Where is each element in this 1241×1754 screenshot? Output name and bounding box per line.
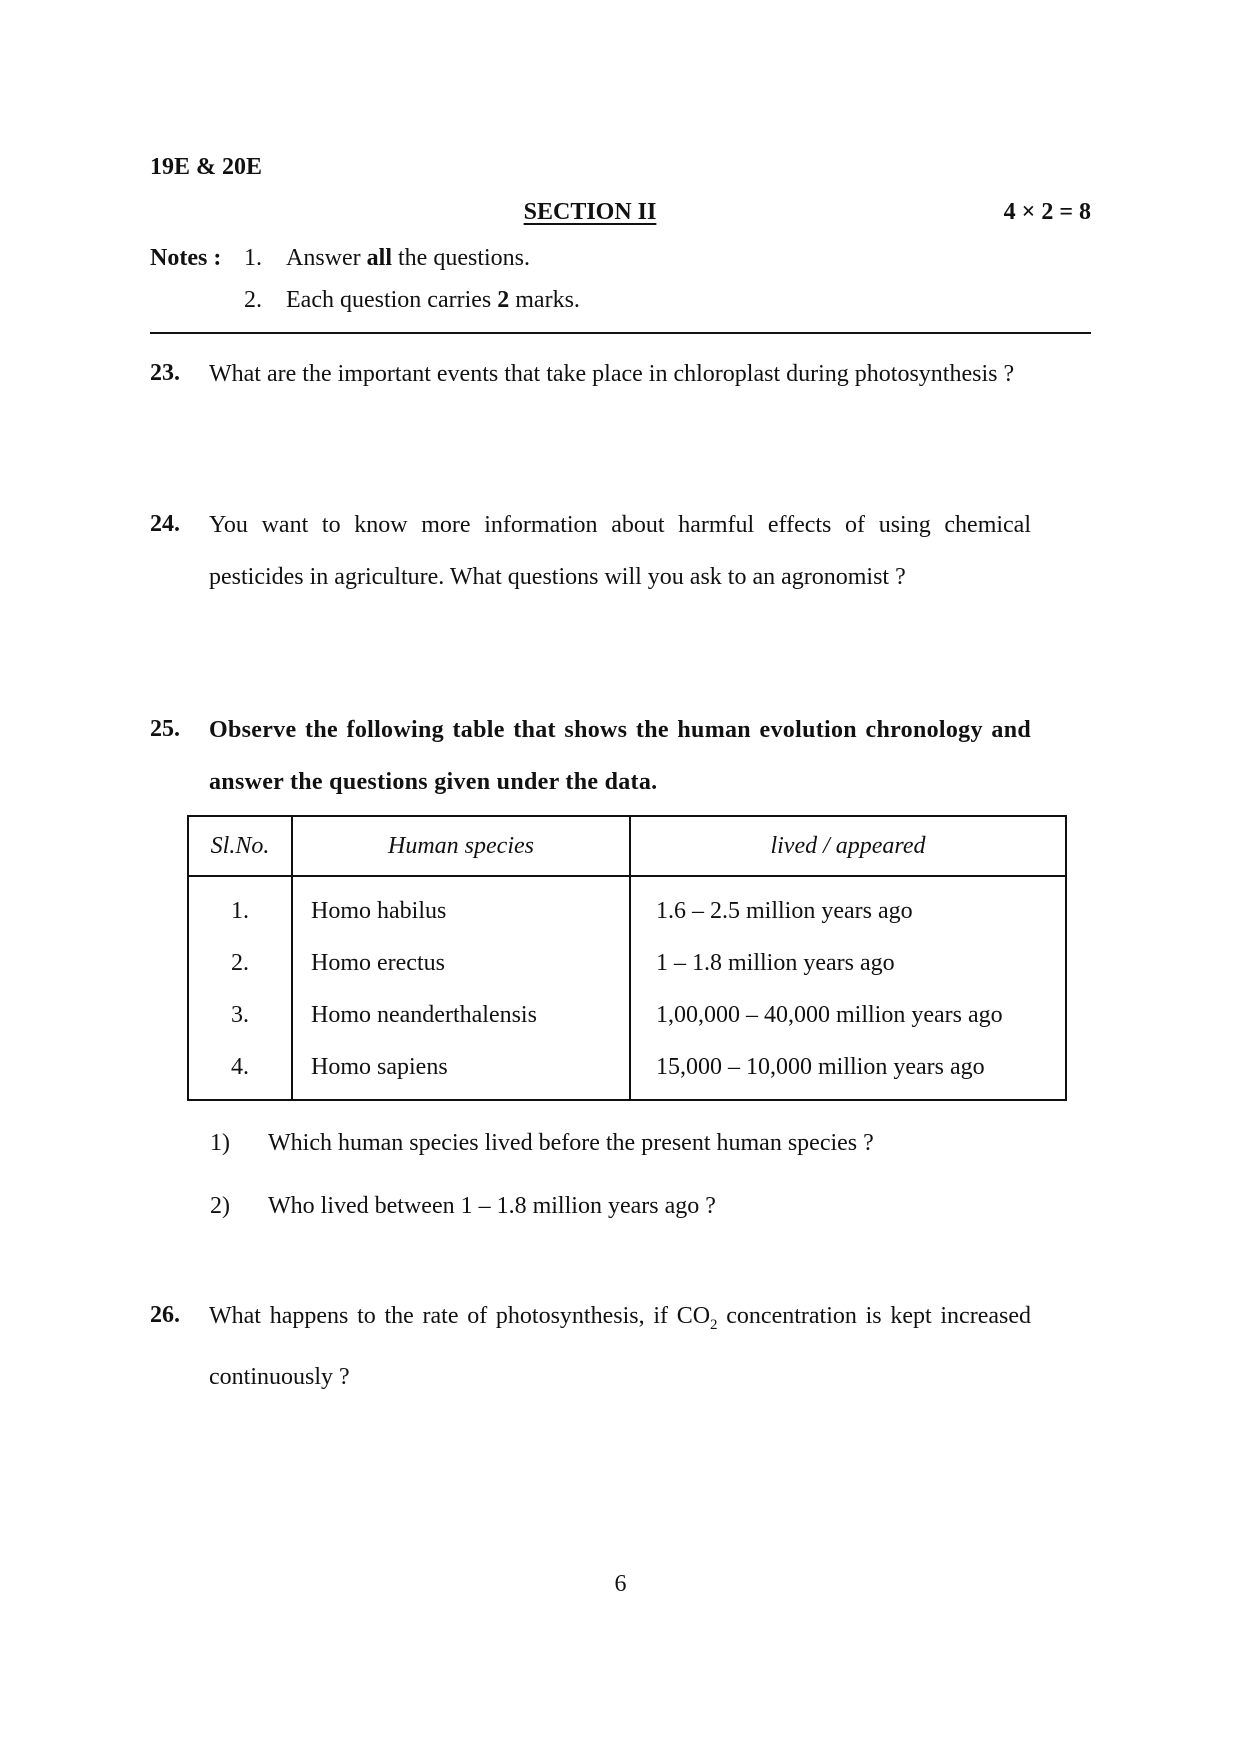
- table-row: [188, 989, 1066, 1041]
- table-cell: Homo sapiens: [292, 1041, 630, 1100]
- question-text: You want to know more information about harmful effects of using chemical pesticides in agriculture. What questions will you ask to an agronomist ?: [209, 512, 1031, 590]
- table-cell: Homo erectus: [292, 937, 630, 989]
- column-header: Human species: [292, 816, 630, 876]
- subquestion-text: Which human species lived before the present human species ?: [268, 1130, 874, 1156]
- question-number: 23.: [150, 360, 180, 386]
- question-number: 24.: [150, 511, 180, 537]
- subquestion-number: 1): [210, 1130, 230, 1156]
- note-number: 1.: [244, 245, 262, 271]
- table-cell: 15,000 – 10,000 million years ago: [656, 1053, 985, 1080]
- table-cell: 4.: [188, 1041, 292, 1100]
- subquestion-number: 2): [210, 1193, 230, 1219]
- column-header: Sl.No.: [188, 816, 292, 876]
- table-cell: 1,00,000 – 40,000 million years ago: [656, 1001, 1003, 1028]
- notes-label: Notes :: [150, 245, 222, 271]
- table-row: [188, 1041, 1066, 1100]
- table-cell: 1 – 1.8 million years ago: [656, 949, 895, 976]
- section-title: SECTION II: [523, 199, 657, 225]
- page-number: 6: [614, 1571, 627, 1597]
- question-text: Observe the following table that shows the human evolution chronology and answer the questions given under the data.: [209, 717, 1031, 795]
- table-cell: 1.: [188, 876, 292, 937]
- section-divider: [150, 332, 1091, 334]
- table-row: [188, 876, 1066, 937]
- paper-code: 19E & 20E: [150, 154, 263, 180]
- table-cell: Homo neanderthalensis: [292, 989, 630, 1041]
- question-number: 26.: [150, 1302, 180, 1328]
- table-cell: 3.: [188, 989, 292, 1041]
- question-text: What happens to the rate of photosynthesis, if $CO_2$ concentration is kept increased continuously ?: [209, 1303, 1031, 1390]
- table-row: [188, 937, 1066, 989]
- table-cell: 2.: [188, 937, 292, 989]
- table-header-row: [188, 816, 1066, 876]
- note-text: Answer all the questions.: [286, 245, 530, 271]
- table-cell: Homo habilus: [292, 876, 630, 937]
- column-header: lived / appeared: [630, 816, 1066, 876]
- question-number: 25.: [150, 716, 180, 742]
- note-number: 2.: [244, 287, 262, 313]
- table-cell: 1.6 – 2.5 million years ago: [656, 897, 913, 924]
- subquestion-text: Who lived between 1 – 1.8 million years ago ?: [268, 1193, 716, 1219]
- question-text: What are the important events that take place in chloroplast during photosynthesis ?: [209, 361, 1015, 387]
- note-text: Each question carries 2 marks.: [286, 287, 580, 313]
- section-marks: 4 × 2 = 8: [1003, 199, 1091, 225]
- evolution-table: [187, 815, 1067, 1101]
